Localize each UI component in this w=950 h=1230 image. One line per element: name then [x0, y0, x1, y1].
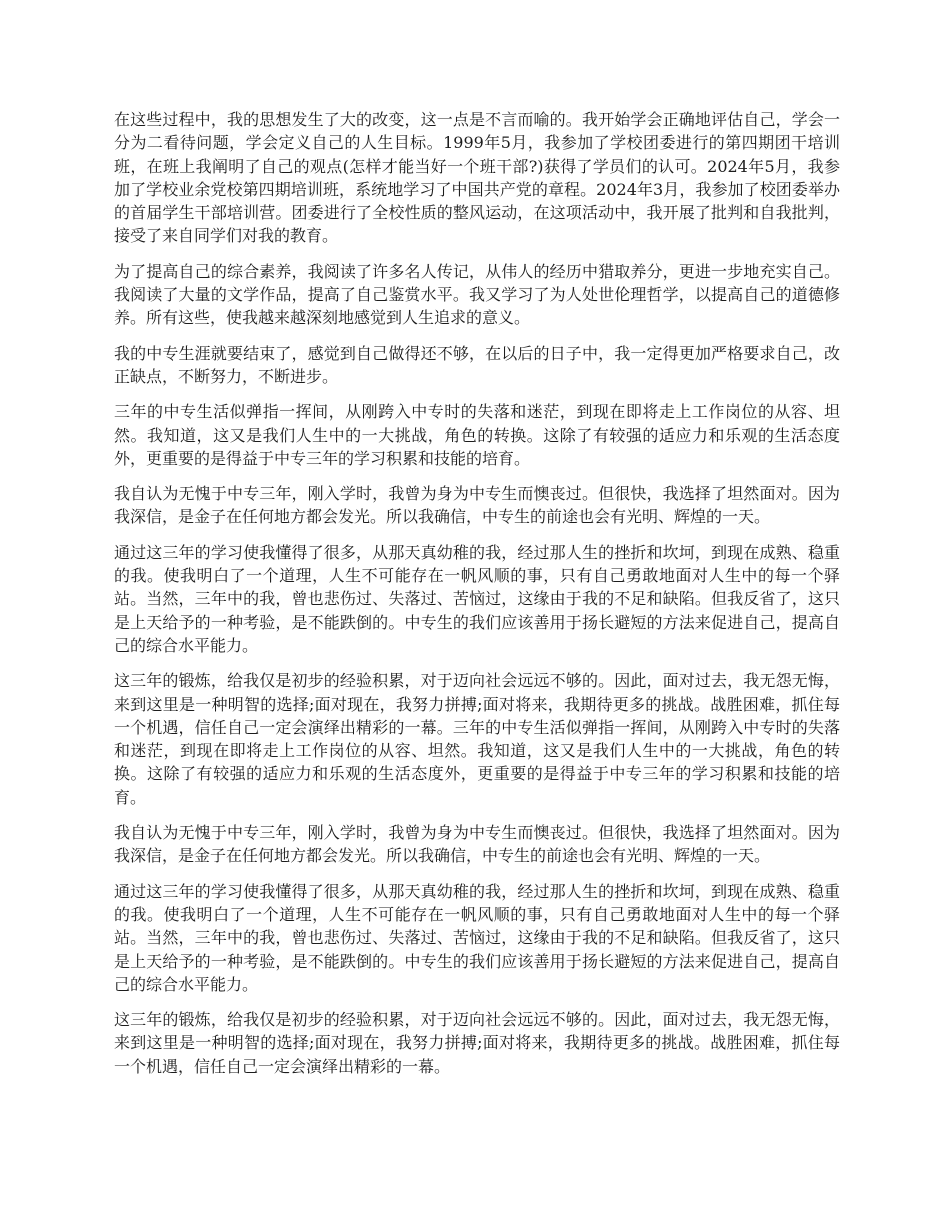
paragraph: 这三年的锻炼，给我仅是初步的经验积累，对于迈向社会远远不够的。因此，面对过去，我无怨无悔，来到这里是一种明智的选择;面对现在，我努力拼搏;面对将来，我期待更多的挑战。战胜困难，抓住每一个机遇，信任自己一定会演绎出精彩的一幕。三年的中专生活似弹指一挥间，从刚跨入中专时的失落和迷茫，到现在即将走上工作岗位的从容、坦然。我知道，这又是我们人生中的一大挑战，角色的转换。这除了有较强的适应力和乐观的生活态度外，更重要的是得益于中专三年的学习积累和技能的培育。	[114, 671, 840, 807]
paragraph: 这三年的锻炼，给我仅是初步的经验积累，对于迈向社会远远不够的。因此，面对过去，我无怨无悔，来到这里是一种明智的选择;面对现在，我努力拼搏;面对将来，我期待更多的挑战。战胜困难，抓住每一个机遇，信任自己一定会演绎出精彩的一幕。	[114, 1010, 840, 1076]
paragraph: 通过这三年的学习使我懂得了很多，从那天真幼稚的我，经过那人生的挫折和坎坷，到现在成熟、稳重的我。使我明白了一个道理，人生不可能存在一帆风顺的事，只有自己勇敢地面对人生中的每一个驿站。当然，三年中的我，曾也悲伤过、失落过、苦恼过，这缘由于我的不足和缺陷。但我反省了，这只是上天给予的一种考验，是不能跌倒的。中专生的我们应该善用于扬长避短的方法来促进自己，提高自己的综合水平能力。	[114, 542, 840, 655]
paragraph: 我的中专生涯就要结束了，感觉到自己做得还不够，在以后的日子中，我一定得更加严格要求自己，改正缺点，不断努力，不断进步。	[114, 343, 840, 386]
paragraph: 我自认为无愧于中专三年，刚入学时，我曾为身为中专生而懊丧过。但很快，我选择了坦然面对。因为我深信，是金子在任何地方都会发光。所以我确信，中专生的前途也会有光明、辉煌的一天。	[114, 823, 840, 866]
paragraph: 在这些过程中，我的思想发生了大的改变，这一点是不言而喻的。我开始学会正确地评估自己，学会一分为二看待问题，学会定义自己的人生目标。1999年5月，我参加了学校团委进行的第四期团干培训班，在班上我阐明了自己的观点(怎样才能当好一个班干部?)获得了学员们的认可。2024年5月，我参加了学校业余党校第四期培训班，系统地学习了中国共产党的章程。2024年3月，我参加了校团委举办的首届学生干部培训营。团委进行了全校性质的整风运动，在这项活动中，我开展了批判和自我批判，接受了来自同学们对我的教育。	[114, 110, 840, 246]
paragraph: 为了提高自己的综合素养，我阅读了许多名人传记，从伟人的经历中猎取养分，更进一步地充实自己。我阅读了大量的文学作品，提高了自己鉴赏水平。我又学习了为人处世伦理哲学，以提高自己的道德修养。所有这些，使我越来越深刻地感觉到人生追求的意义。	[114, 261, 840, 328]
paragraph: 我自认为无愧于中专三年，刚入学时，我曾为身为中专生而懊丧过。但很快，我选择了坦然面对。因为我深信，是金子在任何地方都会发光。所以我确信，中专生的前途也会有光明、辉煌的一天。	[114, 484, 840, 527]
paragraph: 三年的中专生活似弹指一挥间，从刚跨入中专时的失落和迷茫，到现在即将走上工作岗位的从容、坦然。我知道，这又是我们人生中的一大挑战，角色的转换。这除了有较强的适应力和乐观的生活态度外，更重要的是得益于中专三年的学习积累和技能的培育。	[114, 402, 840, 468]
document-body	[114, 108, 840, 1090]
paragraph: 通过这三年的学习使我懂得了很多，从那天真幼稚的我，经过那人生的挫折和坎坷，到现在成熟、稳重的我。使我明白了一个道理，人生不可能存在一帆风顺的事，只有自己勇敢地面对人生中的每一个驿站。当然，三年中的我，曾也悲伤过、失落过、苦恼过，这缘由于我的不足和缺陷。但我反省了，这只是上天给予的一种考验，是不能跌倒的。中专生的我们应该善用于扬长避短的方法来促进自己，提高自己的综合水平能力。	[114, 881, 840, 994]
